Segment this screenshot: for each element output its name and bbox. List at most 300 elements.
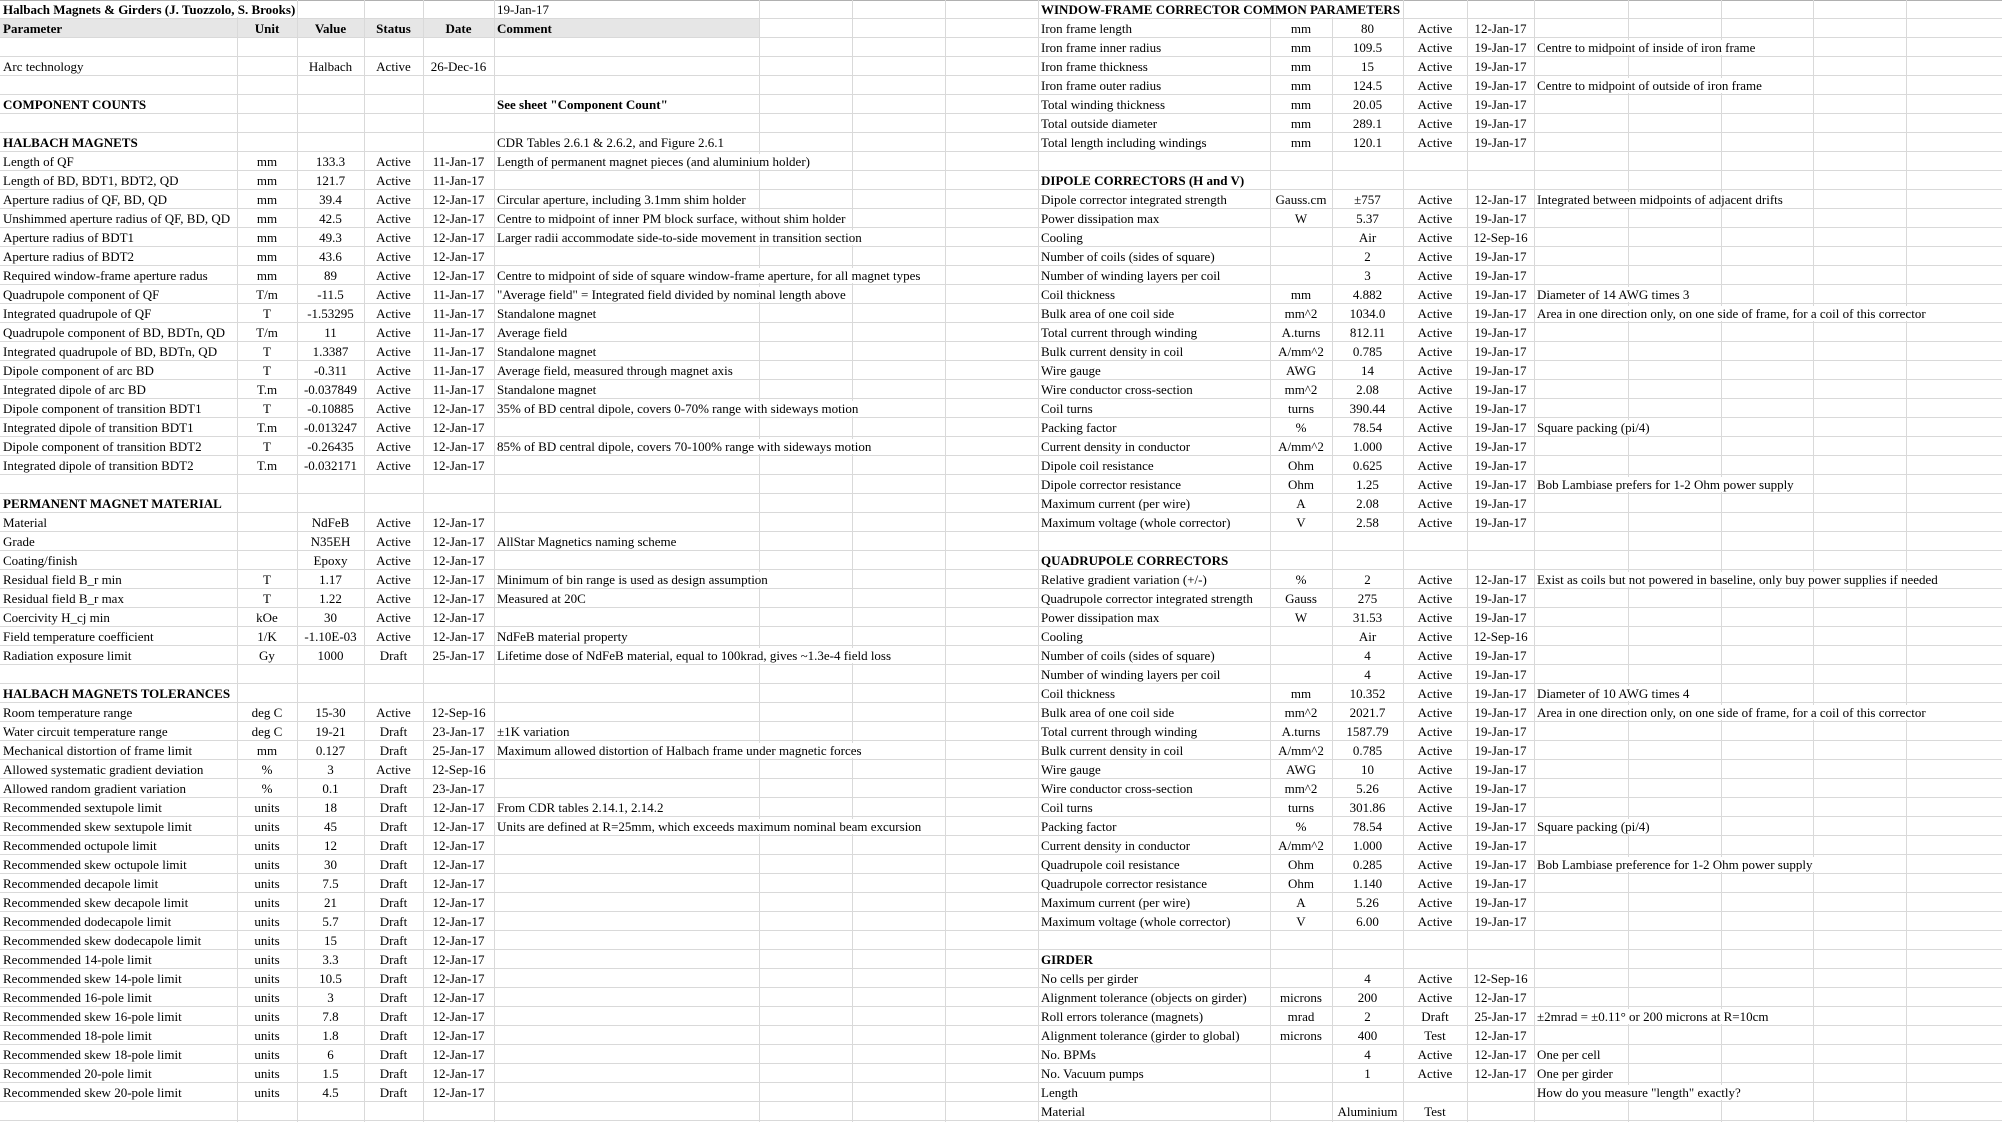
value-cell[interactable] (1332, 684, 1403, 702)
unit-cell[interactable] (1270, 57, 1332, 75)
date-cell[interactable] (423, 1026, 494, 1044)
status-cell[interactable] (1403, 1102, 1467, 1120)
value-cell[interactable] (297, 456, 364, 474)
status-cell[interactable] (364, 969, 423, 987)
section-heading[interactable] (1038, 0, 1405, 18)
parameter-cell[interactable] (1038, 38, 1270, 56)
unit-cell[interactable] (1270, 380, 1332, 398)
unit-cell[interactable] (1270, 342, 1332, 360)
unit-cell[interactable] (237, 874, 297, 892)
status-cell[interactable] (1403, 836, 1467, 854)
comment-cell[interactable] (494, 722, 574, 740)
date-cell[interactable] (1467, 874, 1534, 892)
parameter-cell[interactable] (1038, 399, 1270, 417)
value-cell[interactable] (297, 741, 364, 759)
date-cell[interactable] (423, 304, 494, 322)
column-header-value[interactable] (297, 19, 364, 37)
unit-cell[interactable] (1270, 893, 1332, 911)
parameter-cell[interactable] (1038, 988, 1270, 1006)
comment-cell[interactable] (494, 228, 867, 246)
value-cell[interactable] (297, 817, 364, 835)
status-cell[interactable] (364, 893, 423, 911)
date-cell[interactable] (1467, 646, 1534, 664)
parameter-cell[interactable] (0, 247, 237, 265)
date-cell[interactable] (1467, 1026, 1534, 1044)
unit-cell[interactable] (237, 722, 297, 740)
parameter-cell[interactable] (0, 380, 237, 398)
unit-cell[interactable] (237, 646, 297, 664)
parameter-cell[interactable] (1038, 323, 1270, 341)
comment-cell[interactable] (1534, 684, 1694, 702)
parameter-cell[interactable] (0, 646, 237, 664)
date-cell[interactable] (1467, 475, 1534, 493)
date-cell[interactable] (423, 399, 494, 417)
status-cell[interactable] (1403, 798, 1467, 816)
date-cell[interactable] (1467, 209, 1534, 227)
parameter-cell[interactable] (0, 228, 237, 246)
unit-cell[interactable] (237, 171, 297, 189)
date-cell[interactable] (1467, 703, 1534, 721)
status-cell[interactable] (364, 285, 423, 303)
value-cell[interactable] (297, 399, 364, 417)
unit-cell[interactable] (237, 741, 297, 759)
parameter-cell[interactable] (0, 798, 237, 816)
date-cell[interactable] (423, 1083, 494, 1101)
parameter-cell[interactable] (0, 836, 237, 854)
date-cell[interactable] (1467, 38, 1534, 56)
date-cell[interactable] (423, 646, 494, 664)
value-cell[interactable] (1332, 380, 1403, 398)
unit-cell[interactable] (1270, 19, 1332, 37)
value-cell[interactable] (297, 437, 364, 455)
status-cell[interactable] (1403, 893, 1467, 911)
date-cell[interactable] (423, 285, 494, 303)
date-cell[interactable] (1467, 190, 1534, 208)
status-cell[interactable] (364, 722, 423, 740)
date-cell[interactable] (1467, 76, 1534, 94)
date-cell[interactable] (1467, 684, 1534, 702)
date-cell[interactable] (423, 703, 494, 721)
status-cell[interactable] (1403, 1064, 1467, 1082)
parameter-cell[interactable] (1038, 874, 1270, 892)
value-cell[interactable] (297, 608, 364, 626)
parameter-cell[interactable] (1038, 760, 1270, 778)
unit-cell[interactable] (237, 912, 297, 930)
unit-cell[interactable] (237, 1083, 297, 1101)
date-cell[interactable] (423, 361, 494, 379)
status-cell[interactable] (1403, 912, 1467, 930)
date-cell[interactable] (423, 342, 494, 360)
status-cell[interactable] (364, 703, 423, 721)
unit-cell[interactable] (237, 950, 297, 968)
unit-cell[interactable] (1270, 608, 1332, 626)
date-cell[interactable] (423, 969, 494, 987)
value-cell[interactable] (1332, 38, 1403, 56)
date-cell[interactable] (423, 247, 494, 265)
value-cell[interactable] (297, 1064, 364, 1082)
unit-cell[interactable] (1270, 76, 1332, 94)
parameter-cell[interactable] (1038, 285, 1270, 303)
parameter-cell[interactable] (1038, 190, 1270, 208)
date-cell[interactable] (1467, 285, 1534, 303)
comment-cell[interactable] (494, 209, 850, 227)
status-cell[interactable] (364, 266, 423, 284)
parameter-cell[interactable] (0, 418, 237, 436)
comment-cell[interactable] (494, 190, 751, 208)
comment-cell[interactable] (494, 437, 876, 455)
parameter-cell[interactable] (1038, 475, 1270, 493)
status-cell[interactable] (364, 608, 423, 626)
value-cell[interactable] (1332, 323, 1403, 341)
date-cell[interactable] (423, 817, 494, 835)
value-cell[interactable] (297, 589, 364, 607)
date-cell[interactable] (423, 1007, 494, 1025)
status-cell[interactable] (364, 912, 423, 930)
value-cell[interactable] (297, 893, 364, 911)
date-cell[interactable] (1467, 380, 1534, 398)
status-cell[interactable] (364, 874, 423, 892)
unit-cell[interactable] (1270, 494, 1332, 512)
column-header-status[interactable] (364, 19, 423, 37)
status-cell[interactable] (1403, 741, 1467, 759)
parameter-cell[interactable] (1038, 494, 1270, 512)
parameter-cell[interactable] (0, 304, 237, 322)
comment-cell[interactable] (1534, 190, 1788, 208)
comment-cell[interactable] (494, 285, 851, 303)
value-cell[interactable] (1332, 228, 1403, 246)
date-cell[interactable] (1467, 798, 1534, 816)
unit-cell[interactable] (237, 1026, 297, 1044)
status-cell[interactable] (364, 437, 423, 455)
unit-cell[interactable] (237, 589, 297, 607)
unit-cell[interactable] (1270, 418, 1332, 436)
parameter-cell[interactable] (1038, 228, 1270, 246)
status-cell[interactable] (1403, 988, 1467, 1006)
section-heading[interactable] (1038, 171, 1249, 189)
unit-cell[interactable] (237, 152, 297, 170)
parameter-cell[interactable] (1038, 589, 1270, 607)
status-cell[interactable] (1403, 494, 1467, 512)
parameter-cell[interactable] (1038, 209, 1270, 227)
value-cell[interactable] (1332, 646, 1403, 664)
value-cell[interactable] (297, 570, 364, 588)
unit-cell[interactable] (237, 608, 297, 626)
date-cell[interactable] (1467, 399, 1534, 417)
unit-cell[interactable] (1270, 741, 1332, 759)
status-cell[interactable] (1403, 19, 1467, 37)
status-cell[interactable] (1403, 380, 1467, 398)
comment-cell[interactable] (494, 817, 926, 835)
column-header-parameter[interactable] (0, 19, 237, 37)
value-cell[interactable] (1332, 1064, 1403, 1082)
date-cell[interactable] (423, 950, 494, 968)
date-cell[interactable] (1467, 741, 1534, 759)
parameter-cell[interactable] (1038, 608, 1270, 626)
unit-cell[interactable] (1270, 323, 1332, 341)
parameter-cell[interactable] (1038, 893, 1270, 911)
status-cell[interactable] (364, 57, 423, 75)
date-cell[interactable] (1467, 418, 1534, 436)
parameter-cell[interactable] (0, 893, 237, 911)
value-cell[interactable] (297, 532, 364, 550)
status-cell[interactable] (1403, 475, 1467, 493)
parameter-cell[interactable] (0, 190, 237, 208)
date-cell[interactable] (1467, 817, 1534, 835)
parameter-cell[interactable] (0, 1083, 237, 1101)
value-cell[interactable] (297, 152, 364, 170)
date-cell[interactable] (423, 988, 494, 1006)
value-cell[interactable] (1332, 589, 1403, 607)
parameter-cell[interactable] (0, 627, 237, 645)
value-cell[interactable] (297, 285, 364, 303)
comment-cell[interactable] (1534, 1007, 1774, 1025)
date-cell[interactable] (1467, 1045, 1534, 1063)
parameter-cell[interactable] (1038, 855, 1270, 873)
value-cell[interactable] (1332, 798, 1403, 816)
value-cell[interactable] (297, 703, 364, 721)
value-cell[interactable] (1332, 95, 1403, 113)
status-cell[interactable] (1403, 399, 1467, 417)
unit-cell[interactable] (1270, 988, 1332, 1006)
unit-cell[interactable] (237, 1064, 297, 1082)
date-cell[interactable] (1467, 19, 1534, 37)
section-comment[interactable] (494, 95, 673, 113)
status-cell[interactable] (364, 532, 423, 550)
parameter-cell[interactable] (0, 57, 237, 75)
unit-cell[interactable] (1270, 722, 1332, 740)
unit-cell[interactable] (237, 779, 297, 797)
status-cell[interactable] (364, 399, 423, 417)
date-cell[interactable] (1467, 760, 1534, 778)
unit-cell[interactable] (237, 931, 297, 949)
value-cell[interactable] (297, 209, 364, 227)
comment-cell[interactable] (1534, 304, 1931, 322)
unit-cell[interactable] (237, 570, 297, 588)
unit-cell[interactable] (1270, 570, 1332, 588)
date-cell[interactable] (423, 152, 494, 170)
status-cell[interactable] (364, 855, 423, 873)
value-cell[interactable] (297, 931, 364, 949)
unit-cell[interactable] (237, 1045, 297, 1063)
parameter-cell[interactable] (1038, 342, 1270, 360)
comment-cell[interactable] (1534, 703, 1931, 721)
status-cell[interactable] (364, 950, 423, 968)
parameter-cell[interactable] (0, 171, 237, 189)
value-cell[interactable] (297, 779, 364, 797)
value-cell[interactable] (297, 551, 364, 569)
value-cell[interactable] (1332, 1102, 1403, 1120)
value-cell[interactable] (297, 1045, 364, 1063)
date-cell[interactable] (1467, 912, 1534, 930)
date-cell[interactable] (1467, 323, 1534, 341)
date-cell[interactable] (423, 627, 494, 645)
date-cell[interactable] (1467, 513, 1534, 531)
unit-cell[interactable] (237, 285, 297, 303)
unit-cell[interactable] (237, 190, 297, 208)
comment-cell[interactable] (494, 627, 633, 645)
unit-cell[interactable] (237, 760, 297, 778)
status-cell[interactable] (1403, 779, 1467, 797)
value-cell[interactable] (297, 646, 364, 664)
value-cell[interactable] (297, 228, 364, 246)
parameter-cell[interactable] (0, 152, 237, 170)
status-cell[interactable] (1403, 703, 1467, 721)
value-cell[interactable] (1332, 114, 1403, 132)
value-cell[interactable] (1332, 1045, 1403, 1063)
value-cell[interactable] (1332, 399, 1403, 417)
date-cell[interactable] (1467, 494, 1534, 512)
status-cell[interactable] (1403, 969, 1467, 987)
value-cell[interactable] (297, 1083, 364, 1101)
unit-cell[interactable] (1270, 760, 1332, 778)
unit-cell[interactable] (237, 342, 297, 360)
section-comment[interactable] (494, 133, 729, 151)
comment-cell[interactable] (1534, 76, 1767, 94)
value-cell[interactable] (297, 874, 364, 892)
section-heading[interactable] (0, 684, 235, 702)
parameter-cell[interactable] (1038, 969, 1270, 987)
status-cell[interactable] (364, 1083, 423, 1101)
status-cell[interactable] (1403, 342, 1467, 360)
comment-cell[interactable] (494, 380, 601, 398)
date-cell[interactable] (423, 1045, 494, 1063)
status-cell[interactable] (1403, 133, 1467, 151)
parameter-cell[interactable] (0, 988, 237, 1006)
comment-cell[interactable] (1534, 1083, 1746, 1101)
status-cell[interactable] (1403, 76, 1467, 94)
unit-cell[interactable] (1270, 874, 1332, 892)
value-cell[interactable] (1332, 722, 1403, 740)
date-cell[interactable] (1467, 988, 1534, 1006)
status-cell[interactable] (364, 304, 423, 322)
comment-cell[interactable] (494, 589, 591, 607)
parameter-cell[interactable] (1038, 779, 1270, 797)
value-cell[interactable] (1332, 760, 1403, 778)
value-cell[interactable] (297, 380, 364, 398)
parameter-cell[interactable] (1038, 380, 1270, 398)
status-cell[interactable] (1403, 361, 1467, 379)
section-heading[interactable] (0, 133, 143, 151)
parameter-cell[interactable] (1038, 665, 1270, 683)
date-cell[interactable] (423, 456, 494, 474)
value-cell[interactable] (1332, 418, 1403, 436)
parameter-cell[interactable] (0, 266, 237, 284)
date-cell[interactable] (423, 931, 494, 949)
value-cell[interactable] (1332, 361, 1403, 379)
parameter-cell[interactable] (1038, 114, 1270, 132)
date-cell[interactable] (423, 893, 494, 911)
date-cell[interactable] (1467, 114, 1534, 132)
status-cell[interactable] (364, 342, 423, 360)
unit-cell[interactable] (1270, 779, 1332, 797)
unit-cell[interactable] (1270, 190, 1332, 208)
date-cell[interactable] (1467, 304, 1534, 322)
value-cell[interactable] (297, 950, 364, 968)
column-header-comment[interactable] (494, 19, 557, 37)
unit-cell[interactable] (237, 836, 297, 854)
status-cell[interactable] (1403, 304, 1467, 322)
unit-cell[interactable] (237, 988, 297, 1006)
value-cell[interactable] (297, 1007, 364, 1025)
value-cell[interactable] (297, 418, 364, 436)
unit-cell[interactable] (237, 627, 297, 645)
date-cell[interactable] (423, 437, 494, 455)
date-cell[interactable] (1467, 133, 1534, 151)
status-cell[interactable] (1403, 665, 1467, 683)
parameter-cell[interactable] (0, 950, 237, 968)
parameter-cell[interactable] (1038, 684, 1270, 702)
comment-cell[interactable] (1534, 1064, 1618, 1082)
comment-cell[interactable] (1534, 38, 1760, 56)
unit-cell[interactable] (1270, 133, 1332, 151)
unit-cell[interactable] (1270, 855, 1332, 873)
status-cell[interactable] (1403, 722, 1467, 740)
value-cell[interactable] (297, 361, 364, 379)
status-cell[interactable] (364, 1064, 423, 1082)
value-cell[interactable] (1332, 209, 1403, 227)
date-cell[interactable] (423, 532, 494, 550)
date-cell[interactable] (423, 836, 494, 854)
unit-cell[interactable] (237, 1007, 297, 1025)
status-cell[interactable] (364, 323, 423, 341)
status-cell[interactable] (364, 836, 423, 854)
status-cell[interactable] (1403, 285, 1467, 303)
parameter-cell[interactable] (0, 779, 237, 797)
value-cell[interactable] (1332, 76, 1403, 94)
status-cell[interactable] (364, 646, 423, 664)
unit-cell[interactable] (1270, 589, 1332, 607)
unit-cell[interactable] (1270, 399, 1332, 417)
unit-cell[interactable] (1270, 1007, 1332, 1025)
comment-cell[interactable] (1534, 570, 1943, 588)
value-cell[interactable] (1332, 133, 1403, 151)
status-cell[interactable] (1403, 228, 1467, 246)
date-cell[interactable] (1467, 342, 1534, 360)
status-cell[interactable] (1403, 1007, 1467, 1025)
status-cell[interactable] (1403, 209, 1467, 227)
unit-cell[interactable] (237, 361, 297, 379)
column-header-unit[interactable] (237, 19, 297, 37)
value-cell[interactable] (297, 988, 364, 1006)
parameter-cell[interactable] (1038, 1007, 1270, 1025)
parameter-cell[interactable] (0, 437, 237, 455)
parameter-cell[interactable] (0, 361, 237, 379)
date-cell[interactable] (1467, 266, 1534, 284)
status-cell[interactable] (1403, 513, 1467, 531)
value-cell[interactable] (1332, 266, 1403, 284)
comment-cell[interactable] (494, 152, 815, 170)
comment-cell[interactable] (494, 532, 681, 550)
status-cell[interactable] (1403, 760, 1467, 778)
date-cell[interactable] (1467, 361, 1534, 379)
unit-cell[interactable] (237, 855, 297, 873)
parameter-cell[interactable] (0, 608, 237, 626)
unit-cell[interactable] (1270, 437, 1332, 455)
date-cell[interactable] (423, 570, 494, 588)
value-cell[interactable] (1332, 988, 1403, 1006)
date-cell[interactable] (1467, 589, 1534, 607)
value-cell[interactable] (297, 836, 364, 854)
date-cell[interactable] (423, 760, 494, 778)
status-cell[interactable] (364, 1007, 423, 1025)
status-cell[interactable] (1403, 570, 1467, 588)
unit-cell[interactable] (1270, 703, 1332, 721)
unit-cell[interactable] (237, 703, 297, 721)
value-cell[interactable] (297, 266, 364, 284)
value-cell[interactable] (1332, 1026, 1403, 1044)
parameter-cell[interactable] (0, 969, 237, 987)
status-cell[interactable] (1403, 589, 1467, 607)
